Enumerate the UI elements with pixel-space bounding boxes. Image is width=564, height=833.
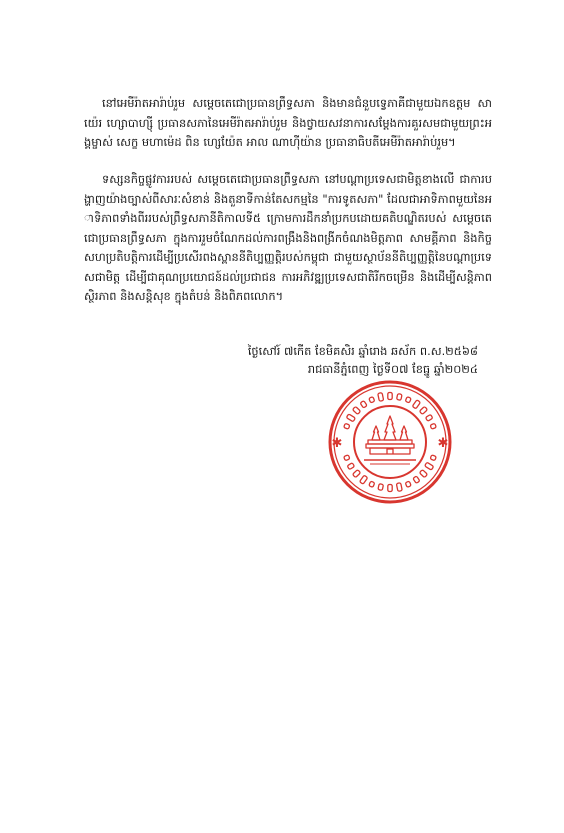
seal-star-left: ✱: [331, 436, 343, 451]
seal-top-lettering-glyph-1: [346, 414, 355, 422]
seal-bottom-lettering-glyph-11: [347, 463, 354, 470]
seal-star-right: ✱: [437, 436, 449, 451]
angkor-temple-emblem: [366, 416, 414, 454]
seal-top-lettering-glyph-11: [425, 414, 432, 421]
seal-top-lettering-glyph-10: [419, 406, 427, 414]
seal-top-lettering-glyph-5: [378, 393, 384, 402]
lunar-date-line: ថ្ងៃសៅរ៍ ៧កើត ខែមិគសិរ ឆ្នាំរោង ឆស័ក ព.ស.២៥៦៨: [247, 344, 478, 358]
seal-bottom-lettering-glyph-9: [360, 475, 368, 484]
seal-bottom-lettering-glyph-10: [352, 470, 360, 478]
body-paragraph-2: ទស្សនកិច្ចផ្លូវការរបស់ សម្តេចតេជោប្រធានព្រឹទ្ធសភា នៅបណ្តាប្រទេសជាមិត្តខាងលើ ជាការបង្ហាញយ៉ាងច្បាស់ពីសារៈសំខាន់ និងតួនាទីកាន់តែសកម្មនៃ "ការទូតសភា" ដែលជាអាទិភាពមួយនៃអាទិភាពទាំងពីររបស់ព្រឹទ្ធសភានីតិកាលទី៥ ក្រោមការដឹកនាំប្រកបដោយគតិបណ្ឌិតរបស់ សម្តេចតេជោប្រធានព្រឹទ្ធសភា ក្នុងការរួមចំណែកដល់ការពង្រឹងនិងពង្រីកចំណងមិត្តភាព សាមគ្គីភាព និងកិច្ចសហប្រតិបត្តិការដើម្បីប្រសើរពងស្ពាននីតិប្បញ្ញត្តិរបស់កម្ពុជា ជាមួយស្ថាប័ននីតិប្បញ្ញត្តិនៃបណ្តាប្រទេសជាមិត្ត ដើម្បីជាគុណប្រយោជន៍ដល់ប្រជាជន ការអភិវឌ្ឍប្រទេសជាតិរីកចម្រើន និងដើម្បីសន្តិភាព ស្ថិរភាព និងសន្តិសុខ ក្នុងតំបន់ និងពិភពលោក។: [84, 172, 492, 303]
seal-bottom-lettering-glyph-8: [369, 481, 375, 487]
official-seal-stamp: [326, 378, 454, 506]
seal-bottom-lettering-glyph-5: [396, 483, 402, 492]
seal-bottom-lettering-glyph-12: [344, 455, 350, 461]
body-paragraph-1: នៅអេមីរ៉ាតអារ៉ាប់រួម សម្តេចតេជោប្រធានព្រឹទ្ធសភា និងមានជំនួបទ្វេភាគីជាមួយឯកឧត្តម សាយ៉េរ ហ្សោបាហ្ស៊ី ប្រធានសភានៃអេមីរ៉ាតអារ៉ាប់រួម និងថ្វាយសវនាការសម្តែងការគួរសមជាមួយព្រះអង្គម្ចាស់ សេក្ខ មហាម៉េដ ពិន ហ្សេយ៉ែត អាល ណាហ៊ីយ៉ាន ប្រធានាធិបតីអេមីរ៉ាតអារ៉ាប់រួម។: [84, 96, 492, 149]
seal-bottom-lettering-glyph-7: [378, 484, 384, 491]
seal-top-lettering-glyph-0: [344, 423, 350, 429]
seal-top-lettering-glyph-4: [369, 397, 375, 403]
seal-bottom-lettering-glyph-4: [405, 481, 411, 487]
place-date-line: រាជធានីភ្នំពេញ ថ្ងៃទី០៧ ខែធ្នូ ឆ្នាំ២០២៤: [307, 362, 478, 376]
seal-top-lettering-glyph-12: [430, 423, 436, 429]
seal-top-lettering-glyph-2: [352, 406, 360, 414]
seal-top-lettering-glyph-6: [388, 393, 392, 400]
seal-top-lettering-glyph-9: [412, 400, 420, 409]
seal-bottom-lettering-glyph-0: [430, 455, 436, 461]
seal-top-lettering-glyph-8: [405, 397, 411, 403]
seal-bottom-lettering-glyph-2: [419, 470, 427, 478]
seal-bottom-lettering-glyph-6: [388, 485, 392, 492]
seal-top-lettering-glyph-7: [397, 394, 403, 401]
seal-top-lettering-glyph-3: [360, 401, 367, 408]
seal-ring-lettering: [344, 393, 437, 492]
seal-bottom-lettering-glyph-3: [413, 476, 420, 483]
seal-bottom-lettering-glyph-1: [425, 462, 434, 470]
seal-outer-ring-inner-line: [331, 386, 446, 498]
